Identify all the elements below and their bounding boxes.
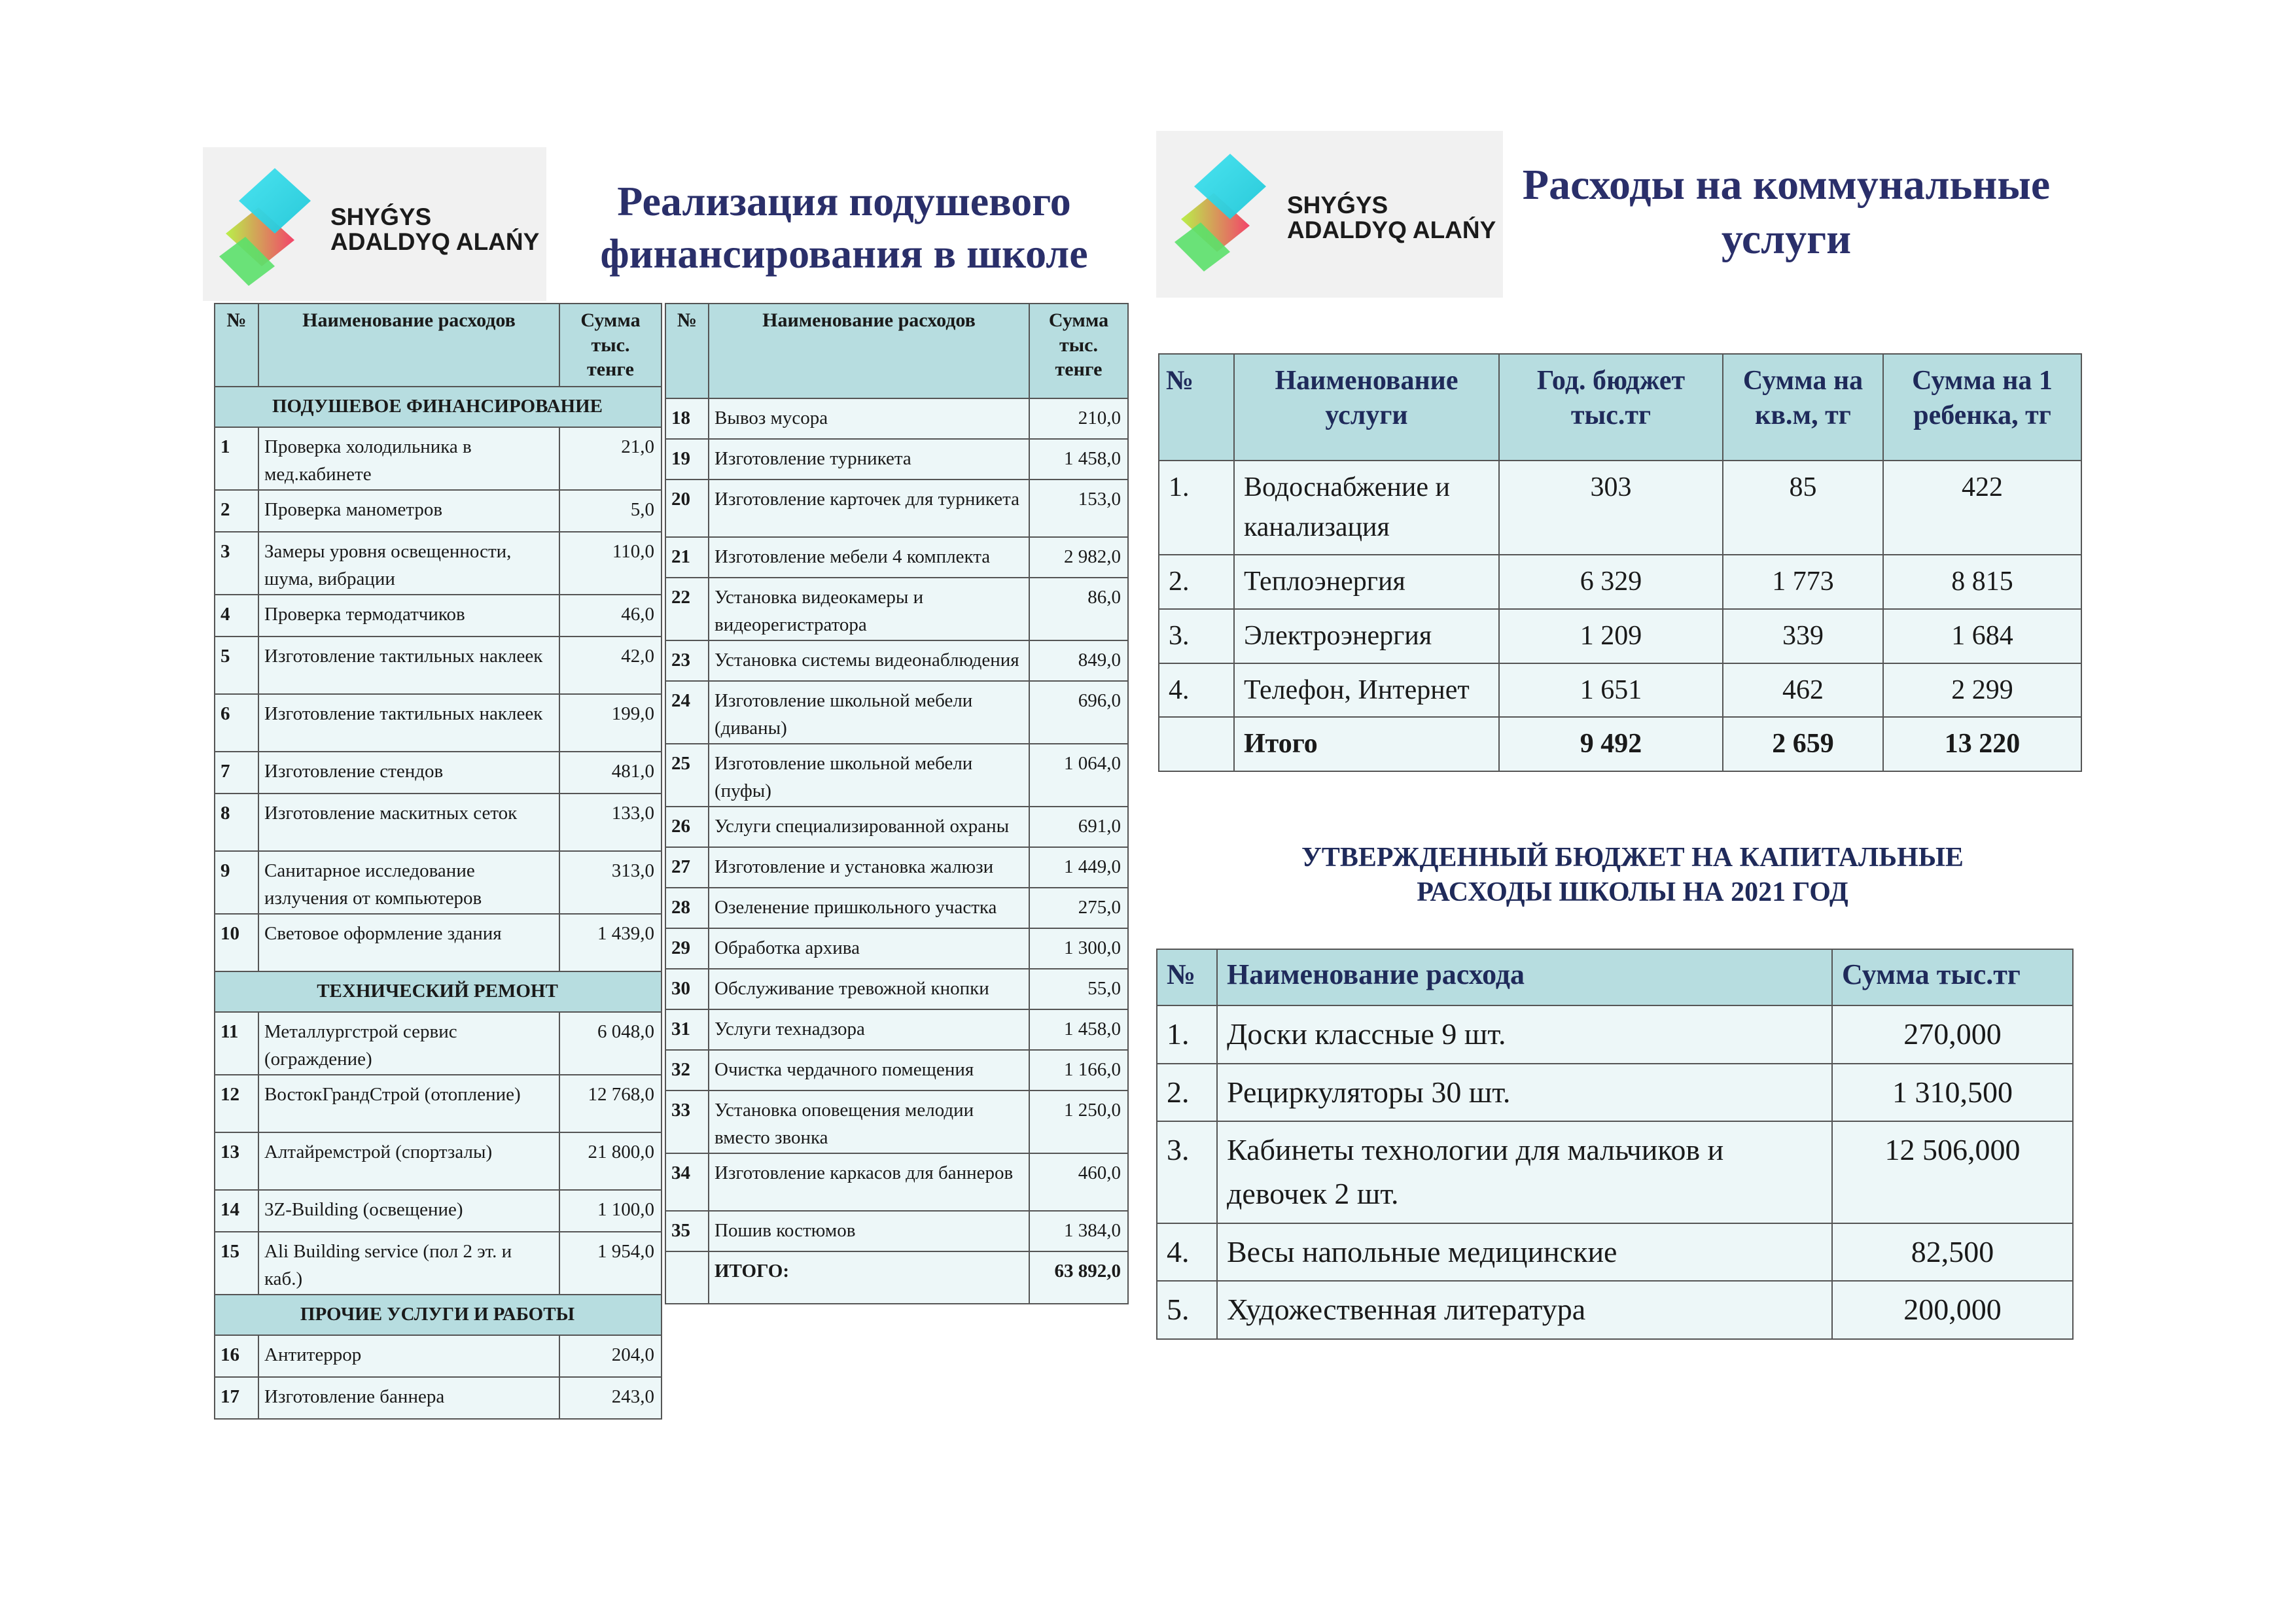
row-num: 27 — [665, 847, 709, 888]
row-name: 3Z-Building (освещение) — [258, 1190, 559, 1232]
total-row — [665, 1251, 1128, 1304]
row-num: 5 — [215, 637, 258, 694]
row-name: Алтайремстрой (спортзалы) — [258, 1132, 559, 1190]
row-per-m2: 339 — [1723, 609, 1883, 663]
row-sum: 1 310,500 — [1832, 1064, 2073, 1122]
col-budget: Год. бюджет тыс.тг — [1499, 354, 1723, 461]
row-sum: 270,000 — [1832, 1005, 2073, 1064]
total-name: Итого — [1234, 717, 1499, 771]
table-row — [1159, 555, 2081, 609]
row-num: 34 — [665, 1153, 709, 1211]
row-sum: 42,0 — [559, 637, 662, 694]
table-row — [215, 1012, 662, 1075]
row-num: 25 — [665, 744, 709, 807]
row-per-child: 2 299 — [1883, 663, 2081, 718]
row-name: Антитеррор — [258, 1335, 559, 1377]
row-sum: 210,0 — [1029, 398, 1128, 439]
row-name: Изготовление школьной мебели (пуфы) — [709, 744, 1029, 807]
row-name: Доски классные 9 шт. — [1217, 1005, 1832, 1064]
per-capita-table-1 — [214, 303, 662, 1420]
row-sum: 691,0 — [1029, 807, 1128, 847]
row-num: 20 — [665, 480, 709, 537]
per-capita-table-2 — [665, 303, 1129, 1304]
row-num: 19 — [665, 439, 709, 480]
row-sum: 21,0 — [559, 427, 662, 490]
row-sum: 1 458,0 — [1029, 1009, 1128, 1050]
row-name: Световое оформление здания — [258, 914, 559, 971]
row-num: 7 — [215, 752, 258, 794]
row-num: 18 — [665, 398, 709, 439]
row-sum: 1 064,0 — [1029, 744, 1128, 807]
row-sum: 1 439,0 — [559, 914, 662, 971]
row-name: Установка видеокамеры и видеорегистратора — [709, 578, 1029, 640]
row-per-m2: 85 — [1723, 461, 1883, 555]
right-title: Расходы на коммунальные услуги — [1522, 161, 2051, 263]
row-name: Телефон, Интернет — [1234, 663, 1499, 718]
row-sum: 313,0 — [559, 851, 662, 914]
row-name: Обработка архива — [709, 928, 1029, 969]
row-name: Пошив костюмов — [709, 1211, 1029, 1251]
row-per-child: 422 — [1883, 461, 2081, 555]
row-num: 35 — [665, 1211, 709, 1251]
logo-mark-icon — [1168, 147, 1279, 278]
col-per-child: Сумма на 1 ребенка, тг — [1883, 354, 2081, 461]
table-row — [665, 744, 1128, 807]
table-row — [215, 1190, 662, 1232]
row-name: Проверка холодильника в мед.кабинете — [258, 427, 559, 490]
row-num: 8 — [215, 794, 258, 851]
row-name: Проверка манометров — [258, 490, 559, 532]
row-sum: 1 300,0 — [1029, 928, 1128, 969]
table-row — [665, 1211, 1128, 1251]
row-num: 33 — [665, 1091, 709, 1153]
row-num: 22 — [665, 578, 709, 640]
row-num: 31 — [665, 1009, 709, 1050]
row-name: Услуги специализированной охраны — [709, 807, 1029, 847]
row-name: Установка оповещения мелодии вместо звонка — [709, 1091, 1029, 1153]
row-name: Изготовление мебели 4 комплекта — [709, 537, 1029, 578]
table-row — [215, 1075, 662, 1132]
left-title: Реализация подушевого финансирования в школе — [600, 178, 1088, 277]
row-num: 1. — [1159, 461, 1234, 555]
row-sum: 1 100,0 — [559, 1190, 662, 1232]
row-sum: 12 768,0 — [559, 1075, 662, 1132]
col-sum: Сумма тыс. тенге — [559, 304, 662, 387]
row-num: 3 — [215, 532, 258, 595]
table-row — [665, 480, 1128, 537]
section-title: ПОДУШЕВОЕ ФИНАНСИРОВАНИЕ — [215, 387, 662, 427]
section-title: ПРОЧИЕ УСЛУГИ И РАБОТЫ — [215, 1295, 662, 1335]
row-budget: 303 — [1499, 461, 1723, 555]
row-name: Обслуживание тревожной кнопки — [709, 969, 1029, 1009]
row-sum: 849,0 — [1029, 640, 1128, 681]
row-num: 2 — [215, 490, 258, 532]
row-name: Кабинеты технологии для мальчиков и девочек 2 шт. — [1217, 1121, 1832, 1223]
total-sum: 63 892,0 — [1029, 1251, 1128, 1304]
capital-table — [1156, 949, 2074, 1340]
table-row — [665, 640, 1128, 681]
table-row — [215, 1232, 662, 1295]
table-row — [665, 439, 1128, 480]
table-row — [665, 1091, 1128, 1153]
table-row — [665, 681, 1128, 744]
row-name: Весы напольные медицинские — [1217, 1223, 1832, 1282]
col-name: Наименование услуги — [1234, 354, 1499, 461]
total-row — [1159, 717, 2081, 771]
row-name: Изготовление каркасов для баннеров — [709, 1153, 1029, 1211]
table-row — [215, 637, 662, 694]
row-sum: 1 166,0 — [1029, 1050, 1128, 1091]
table-row — [1159, 609, 2081, 663]
row-num: 10 — [215, 914, 258, 971]
row-name: Металлургстрой сервис (ограждение) — [258, 1012, 559, 1075]
logo-left — [203, 147, 546, 301]
row-name: Электроэнергия — [1234, 609, 1499, 663]
row-num: 13 — [215, 1132, 258, 1190]
row-sum: 21 800,0 — [559, 1132, 662, 1190]
row-name: ВостокГрандСтрой (отопление) — [258, 1075, 559, 1132]
row-num: 1. — [1157, 1005, 1217, 1064]
row-num: 32 — [665, 1050, 709, 1091]
row-sum: 199,0 — [559, 694, 662, 752]
row-sum: 2 982,0 — [1029, 537, 1128, 578]
row-name: Изготовление турникета — [709, 439, 1029, 480]
row-sum: 133,0 — [559, 794, 662, 851]
col-per-m2: Сумма на кв.м, тг — [1723, 354, 1883, 461]
table-row — [1157, 1223, 2073, 1282]
row-num: 4. — [1159, 663, 1234, 718]
capital-title: УТВЕРЖДЕННЫЙ БЮДЖЕТ НА КАПИТАЛЬНЫЕ РАСХОДЫ ШКОЛЫ НА 2021 ГОД — [1301, 843, 1964, 907]
row-num: 17 — [215, 1377, 258, 1419]
col-sum: Сумма тыс.тг — [1832, 949, 2073, 1005]
row-sum: 46,0 — [559, 595, 662, 637]
row-name: Вывоз мусора — [709, 398, 1029, 439]
row-num: 15 — [215, 1232, 258, 1295]
row-sum: 55,0 — [1029, 969, 1128, 1009]
table-row — [1157, 1064, 2073, 1122]
table-row — [665, 847, 1128, 888]
col-name: Наименование расхода — [1217, 949, 1832, 1005]
total-label: ИТОГО: — [709, 1251, 1029, 1304]
row-num: 14 — [215, 1190, 258, 1232]
table-row — [1159, 663, 2081, 718]
total-num — [665, 1251, 709, 1304]
row-name: Проверка термодатчиков — [258, 595, 559, 637]
row-name: Изготовление тактильных наклеек — [258, 637, 559, 694]
row-num: 3. — [1159, 609, 1234, 663]
table-row — [215, 490, 662, 532]
row-name: Теплоэнергия — [1234, 555, 1499, 609]
row-num: 21 — [665, 537, 709, 578]
row-num: 6 — [215, 694, 258, 752]
row-name: Ali Building service (пол 2 эт. и каб.) — [258, 1232, 559, 1295]
row-sum: 1 458,0 — [1029, 439, 1128, 480]
col-name: Наименование расходов — [258, 304, 559, 387]
row-sum: 12 506,000 — [1832, 1121, 2073, 1223]
table-row — [665, 807, 1128, 847]
table-row — [665, 537, 1128, 578]
col-num: № — [1159, 354, 1234, 461]
row-num: 30 — [665, 969, 709, 1009]
row-name: Рециркуляторы 30 шт. — [1217, 1064, 1832, 1122]
table-row — [665, 888, 1128, 928]
table-header-row — [1159, 354, 2081, 461]
row-sum: 153,0 — [1029, 480, 1128, 537]
brand-line2: ADALDYQ ALAŃY — [330, 228, 540, 255]
table-header-row — [215, 304, 662, 387]
table-row — [215, 1132, 662, 1190]
row-num: 2. — [1159, 555, 1234, 609]
section-title: ТЕХНИЧЕСКИЙ РЕМОНТ — [215, 971, 662, 1012]
row-name: Очистка чердачного помещения — [709, 1050, 1029, 1091]
table-header-row — [1157, 949, 2073, 1005]
table-row — [665, 969, 1128, 1009]
row-per-child: 8 815 — [1883, 555, 2081, 609]
row-sum: 696,0 — [1029, 681, 1128, 744]
total-per-child: 13 220 — [1883, 717, 2081, 771]
row-name: Художественная литература — [1217, 1281, 1832, 1339]
total-num — [1159, 717, 1234, 771]
row-num: 2. — [1157, 1064, 1217, 1122]
row-num: 4. — [1157, 1223, 1217, 1282]
row-sum: 1 954,0 — [559, 1232, 662, 1295]
row-per-child: 1 684 — [1883, 609, 2081, 663]
section-row — [215, 971, 662, 1012]
table-row — [215, 532, 662, 595]
table-row — [215, 851, 662, 914]
row-sum: 243,0 — [559, 1377, 662, 1419]
row-name: Изготовление школьной мебели (диваны) — [709, 681, 1029, 744]
row-name: Изготовление и установка жалюзи — [709, 847, 1029, 888]
table-row — [215, 914, 662, 971]
row-name: Санитарное исследование излучения от компьютеров — [258, 851, 559, 914]
row-name: Водоснабжение и канализация — [1234, 461, 1499, 555]
row-sum: 6 048,0 — [559, 1012, 662, 1075]
row-num: 3. — [1157, 1121, 1217, 1223]
table-row — [215, 752, 662, 794]
table-row — [215, 1377, 662, 1419]
row-sum: 460,0 — [1029, 1153, 1128, 1211]
row-sum: 275,0 — [1029, 888, 1128, 928]
row-per-m2: 1 773 — [1723, 555, 1883, 609]
row-sum: 204,0 — [559, 1335, 662, 1377]
table-row — [215, 694, 662, 752]
section-row — [215, 387, 662, 427]
table-row — [665, 398, 1128, 439]
row-num: 26 — [665, 807, 709, 847]
row-num: 1 — [215, 427, 258, 490]
row-sum: 82,500 — [1832, 1223, 2073, 1282]
table-row — [215, 1335, 662, 1377]
row-budget: 1 209 — [1499, 609, 1723, 663]
col-num: № — [665, 304, 709, 398]
table-row — [215, 427, 662, 490]
row-num: 16 — [215, 1335, 258, 1377]
row-sum: 86,0 — [1029, 578, 1128, 640]
row-name: Изготовление тактильных наклеек — [258, 694, 559, 752]
row-name: Изготовление карточек для турникета — [709, 480, 1029, 537]
row-per-m2: 462 — [1723, 663, 1883, 718]
row-sum: 481,0 — [559, 752, 662, 794]
row-name: Изготовление маскитных сеток — [258, 794, 559, 851]
row-sum: 110,0 — [559, 532, 662, 595]
row-num: 4 — [215, 595, 258, 637]
table-row — [1157, 1281, 2073, 1339]
logo-mark-icon — [213, 162, 324, 292]
table-row — [665, 1050, 1128, 1091]
row-num: 5. — [1157, 1281, 1217, 1339]
row-num: 12 — [215, 1075, 258, 1132]
total-budget: 9 492 — [1499, 717, 1723, 771]
row-sum: 1 449,0 — [1029, 847, 1128, 888]
table-row — [665, 1009, 1128, 1050]
row-name: Озеленение пришкольного участка — [709, 888, 1029, 928]
col-num: № — [215, 304, 258, 387]
row-sum: 1 384,0 — [1029, 1211, 1128, 1251]
utilities-table — [1158, 353, 2082, 772]
row-sum: 200,000 — [1832, 1281, 2073, 1339]
row-name: Услуги технадзора — [709, 1009, 1029, 1050]
row-num: 11 — [215, 1012, 258, 1075]
row-name: Изготовление баннера — [258, 1377, 559, 1419]
table-row — [1157, 1121, 2073, 1223]
table-header-row — [665, 304, 1128, 398]
row-name: Изготовление стендов — [258, 752, 559, 794]
total-per-m2: 2 659 — [1723, 717, 1883, 771]
row-num: 29 — [665, 928, 709, 969]
row-sum: 1 250,0 — [1029, 1091, 1128, 1153]
col-sum: Сумма тыс. тенге — [1029, 304, 1128, 398]
col-num: № — [1157, 949, 1217, 1005]
section-row — [215, 1295, 662, 1335]
row-budget: 1 651 — [1499, 663, 1723, 718]
row-num: 23 — [665, 640, 709, 681]
table-row — [1159, 461, 2081, 555]
row-budget: 6 329 — [1499, 555, 1723, 609]
table-row — [665, 928, 1128, 969]
logo-right — [1156, 131, 1503, 298]
row-sum: 5,0 — [559, 490, 662, 532]
table-row — [215, 794, 662, 851]
table-row — [215, 595, 662, 637]
brand-line1: SHYǴYS — [330, 203, 432, 230]
brand-line1: SHYǴYS — [1287, 192, 1388, 218]
brand-line2: ADALDYQ ALAŃY — [1287, 217, 1496, 243]
row-name: Замеры уровня освещенности, шума, вибрации — [258, 532, 559, 595]
row-name: Установка системы видеонаблюдения — [709, 640, 1029, 681]
row-num: 24 — [665, 681, 709, 744]
col-name: Наименование расходов — [709, 304, 1029, 398]
row-num: 28 — [665, 888, 709, 928]
row-num: 9 — [215, 851, 258, 914]
table-row — [665, 578, 1128, 640]
table-row — [665, 1153, 1128, 1211]
table-row — [1157, 1005, 2073, 1064]
